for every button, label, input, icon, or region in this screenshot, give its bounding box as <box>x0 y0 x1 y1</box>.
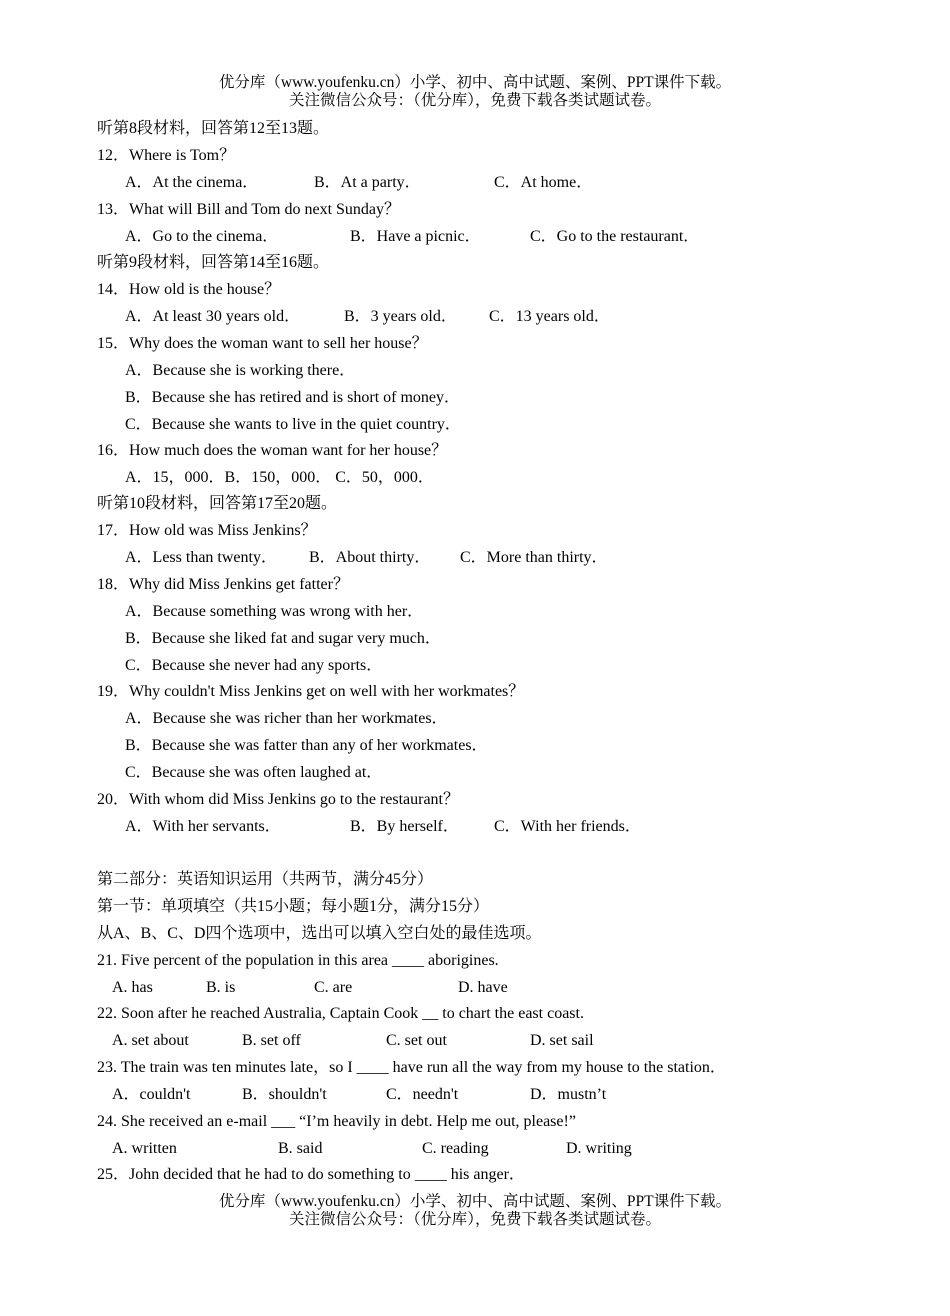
option-c: C．More than thirty． <box>460 549 608 566</box>
question-19-option-a: A．Because she was richer than her workmates． <box>125 710 448 727</box>
option-d: D．mustn’t <box>530 1086 607 1103</box>
question-19-stem: 19．Why couldn't Miss Jenkins get on well with her workmates？ <box>97 683 525 700</box>
option-a: A．couldn't <box>112 1086 191 1103</box>
part-two-heading: 第二部分：英语知识运用（共两节，满分45分） <box>97 871 434 888</box>
question-20-stem: 20．With whom did Miss Jenkins go to the restaurant？ <box>97 791 459 808</box>
section-heading-9: 听第9段材料，回答第14至16题。 <box>97 254 330 271</box>
option-a: A．Less than twenty． <box>125 549 277 566</box>
option-b: B．Have a picnic． <box>350 228 481 245</box>
option-c: C．13 years old． <box>489 308 610 325</box>
option-b: B．By herself． <box>350 818 459 835</box>
option-b: B. said <box>278 1140 323 1157</box>
question-15-option-c: C．Because she wants to live in the quiet country． <box>125 416 461 433</box>
option-c: C．needn't <box>386 1086 459 1103</box>
question-17-stem: 17．How old was Miss Jenkins？ <box>97 522 317 539</box>
question-15-option-a: A．Because she is working there． <box>125 362 356 379</box>
option-a: A. has <box>112 979 153 996</box>
option-c: C．Go to the restaurant． <box>530 228 700 245</box>
option-a: A. set about <box>112 1032 189 1049</box>
question-14-stem: 14．How old is the house？ <box>97 281 281 298</box>
question-19-option-b: B．Because she was fatter than any of her workmates． <box>125 737 488 754</box>
page-header-line-1: 优分库（www.youfenku.cn）小学、初中、高中试题、案例、PPT课件下载。 <box>218 74 732 91</box>
option-b: B．About thirty． <box>309 549 431 566</box>
section-one-heading: 第一节：单项填空（共15小题；每小题1分，满分15分） <box>97 898 490 915</box>
question-18-stem: 18．Why did Miss Jenkins get fatter？ <box>97 576 349 593</box>
section-heading-10: 听第10段材料，回答第17至20题。 <box>97 495 338 512</box>
question-23-stem: 23. The train was ten minutes late，so I ____ have run all the way from my house to the station． <box>97 1059 726 1076</box>
option-b: B. set off <box>242 1032 301 1049</box>
option-a: A．At least 30 years old． <box>125 308 301 325</box>
instructions: 从A、B、C、D四个选项中，选出可以填入空白处的最佳选项。 <box>97 925 542 942</box>
option-a: A．Go to the cinema． <box>125 228 279 245</box>
option-c: C. are <box>314 979 353 996</box>
question-19-option-c: C．Because she was often laughed at． <box>125 764 383 781</box>
page-footer-line-1: 优分库（www.youfenku.cn）小学、初中、高中试题、案例、PPT课件下载。 <box>218 1193 732 1210</box>
option-c: C. reading <box>422 1140 489 1157</box>
question-22-stem: 22. Soon after he reached Australia, Captain Cook __ to chart the east coast. <box>97 1005 584 1022</box>
option-c: C．With her friends． <box>494 818 641 835</box>
option-d: D. have <box>458 979 508 996</box>
question-12-stem: 12．Where is Tom？ <box>97 147 236 164</box>
question-25-stem: 25．John decided that he had to do something to ____ his anger． <box>97 1166 525 1183</box>
option-a: A．At the cinema． <box>125 174 259 191</box>
page-header-line-2: 关注微信公众号：（优分库），免费下载各类试题试卷。 <box>288 92 661 109</box>
option-c: C．At home． <box>494 174 593 191</box>
option-b: B．At a party． <box>314 174 421 191</box>
question-13-stem: 13．What will Bill and Tom do next Sunday？ <box>97 201 401 218</box>
option-b: B．shouldn't <box>242 1086 327 1103</box>
option-b: B．3 years old． <box>344 308 457 325</box>
option-b: B. is <box>206 979 236 996</box>
section-heading-8: 听第8段材料，回答第12至13题。 <box>97 120 330 137</box>
question-16-options: A．15，000．B．150，000． C．50，000． <box>125 469 434 486</box>
question-18-option-a: A．Because something was wrong with her． <box>125 603 424 620</box>
option-c: C. set out <box>386 1032 447 1049</box>
question-21-stem: 21. Five percent of the population in this area ____ aborigines. <box>97 952 499 969</box>
question-18-option-b: B．Because she liked fat and sugar very much． <box>125 630 441 647</box>
page-footer-line-2: 关注微信公众号：（优分库），免费下载各类试题试卷。 <box>288 1211 661 1228</box>
question-18-option-c: C．Because she never had any sports． <box>125 657 383 674</box>
question-15-option-b: B．Because she has retired and is short of money． <box>125 389 461 406</box>
option-d: D. set sail <box>530 1032 594 1049</box>
option-a: A. written <box>112 1140 177 1157</box>
option-a: A．With her servants． <box>125 818 281 835</box>
question-24-stem: 24. She received an e-mail ___ “I’m heavily in debt. Help me out, please!” <box>97 1113 576 1130</box>
question-16-stem: 16．How much does the woman want for her house？ <box>97 442 448 459</box>
option-d: D. writing <box>566 1140 632 1157</box>
question-15-stem: 15．Why does the woman want to sell her house？ <box>97 335 428 352</box>
